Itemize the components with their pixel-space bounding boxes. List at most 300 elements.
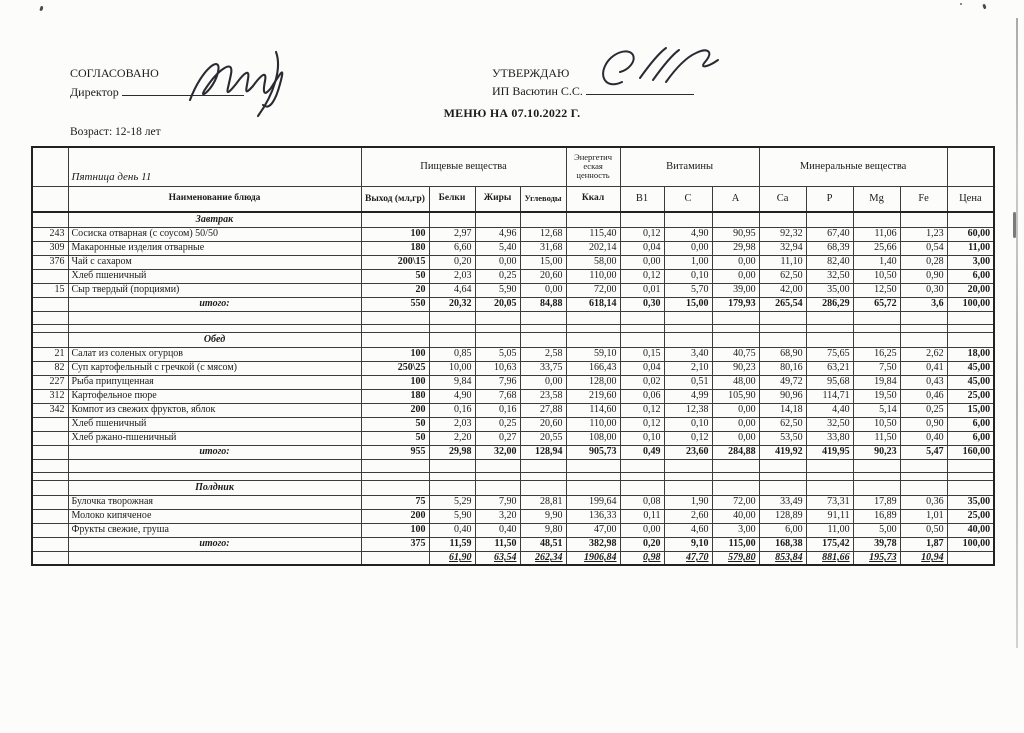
dish-value-cell: 9,80 [520, 523, 566, 537]
table-cell [429, 311, 475, 324]
table-cell [759, 459, 806, 472]
total-value-cell: 115,00 [712, 537, 759, 551]
total-value-cell: 65,72 [853, 297, 900, 311]
dish-output-cell: 100 [361, 227, 429, 241]
table-cell [520, 311, 566, 324]
dish-value-cell: 14,18 [759, 403, 806, 417]
dish-output-cell: 180 [361, 389, 429, 403]
dish-name-cell: Суп картофельный с гречкой (с мясом) [68, 361, 361, 375]
table-cell [853, 472, 900, 480]
table-cell [853, 311, 900, 324]
section-total-label: итого: [68, 445, 361, 459]
dish-value-cell: 0,16 [429, 403, 475, 417]
dish-value-cell: 9,90 [520, 509, 566, 523]
dish-value-cell: 10,50 [853, 417, 900, 431]
dish-value-cell: 33,75 [520, 361, 566, 375]
dish-value-cell: 11,50 [853, 431, 900, 445]
total-value-cell: 0,30 [620, 297, 664, 311]
dish-value-cell: 0,30 [900, 283, 947, 297]
dish-value-cell: 0,10 [664, 269, 712, 283]
dish-value-cell: 11,10 [759, 255, 806, 269]
dish-value-cell: 0,10 [620, 431, 664, 445]
dish-output-cell: 200\15 [361, 255, 429, 269]
dish-value-cell: 4,60 [664, 523, 712, 537]
table-cell [759, 311, 806, 324]
approver-name: ИП Васютин С.С. [492, 84, 583, 98]
dish-price-cell: 60,00 [947, 227, 994, 241]
dish-value-cell: 0,40 [900, 431, 947, 445]
table-cell [68, 324, 361, 332]
total-value-cell: 382,98 [566, 537, 620, 551]
table-cell [620, 332, 664, 347]
dish-output-cell: 100 [361, 347, 429, 361]
table-cell [475, 459, 520, 472]
dish-code-cell: 312 [32, 389, 68, 403]
total-value-cell: 175,42 [806, 537, 853, 551]
table-cell [947, 311, 994, 324]
dish-value-cell: 0,10 [664, 417, 712, 431]
table-cell [664, 480, 712, 495]
grand-total-value-cell: 10,94 [900, 551, 947, 565]
column-header-a: A [712, 186, 759, 212]
dish-value-cell: 2,03 [429, 269, 475, 283]
dish-value-cell: 19,50 [853, 389, 900, 403]
column-header-c: C [664, 186, 712, 212]
dish-value-cell: 7,96 [475, 375, 520, 389]
dish-row [32, 523, 994, 537]
dish-row [32, 403, 994, 417]
table-cell [429, 459, 475, 472]
total-value-cell: 168,38 [759, 537, 806, 551]
dish-name-cell: Фрукты свежие, груша [68, 523, 361, 537]
grand-total-value-cell: 61,90 [429, 551, 475, 565]
ink-speck [982, 4, 987, 10]
scan-edge-artifact [1013, 212, 1016, 238]
table-cell [853, 459, 900, 472]
grand-total-value-cell: 853,84 [759, 551, 806, 565]
table-cell [620, 324, 664, 332]
dish-value-cell: 1,40 [853, 255, 900, 269]
dish-price-cell: 45,00 [947, 375, 994, 389]
dish-name-cell: Булочка творожная [68, 495, 361, 509]
table-cell [520, 459, 566, 472]
dish-value-cell: 128,89 [759, 509, 806, 523]
dish-value-cell: 0,00 [712, 431, 759, 445]
table-cell [620, 480, 664, 495]
total-value-cell: 286,29 [806, 297, 853, 311]
dish-value-cell: 91,11 [806, 509, 853, 523]
section-title: Обед [68, 332, 361, 347]
table-cell [947, 212, 994, 227]
dish-code-cell: 376 [32, 255, 68, 269]
dish-value-cell: 28,81 [520, 495, 566, 509]
dish-output-cell: 50 [361, 431, 429, 445]
table-cell [806, 212, 853, 227]
table-cell [900, 472, 947, 480]
dish-row [32, 347, 994, 361]
table-cell [712, 459, 759, 472]
dish-value-cell: 0,00 [620, 523, 664, 537]
table-cell [429, 324, 475, 332]
grand-total-value-cell: 0,98 [620, 551, 664, 565]
table-cell [566, 480, 620, 495]
column-header-price: Цена [947, 186, 994, 212]
table-cell [32, 297, 68, 311]
table-cell [361, 459, 429, 472]
total-value-cell: 90,23 [853, 445, 900, 459]
dish-name-cell: Молоко кипяченое [68, 509, 361, 523]
table-cell [806, 332, 853, 347]
dish-value-cell: 32,94 [759, 241, 806, 255]
total-value-cell: 20,05 [475, 297, 520, 311]
dish-value-cell: 0,06 [620, 389, 664, 403]
grand-total-value-cell: 579,80 [712, 551, 759, 565]
dish-value-cell: 110,00 [566, 417, 620, 431]
dish-value-cell: 2,58 [520, 347, 566, 361]
total-value-cell: 128,94 [520, 445, 566, 459]
approver-signature [592, 42, 752, 100]
dish-output-cell: 75 [361, 495, 429, 509]
table-cell [664, 311, 712, 324]
dish-value-cell: 0,00 [620, 255, 664, 269]
total-price-cell: 160,00 [947, 445, 994, 459]
dish-value-cell: 0,36 [900, 495, 947, 509]
table-cell [900, 332, 947, 347]
dish-price-cell: 6,00 [947, 417, 994, 431]
dish-output-cell: 100 [361, 523, 429, 537]
table-cell [429, 212, 475, 227]
dish-name-cell: Хлеб ржано-пшеничный [68, 431, 361, 445]
dish-value-cell: 10,63 [475, 361, 520, 375]
dish-code-cell: 309 [32, 241, 68, 255]
total-value-cell: 84,88 [520, 297, 566, 311]
dish-value-cell: 136,33 [566, 509, 620, 523]
dish-value-cell: 32,50 [806, 417, 853, 431]
grand-total-value-cell: 1906,84 [566, 551, 620, 565]
dish-row [32, 241, 994, 255]
dish-value-cell: 48,00 [712, 375, 759, 389]
group-header-vitamins: Витамины [620, 147, 759, 186]
dish-value-cell: 95,68 [806, 375, 853, 389]
menu-table [31, 146, 995, 566]
dish-value-cell: 35,00 [806, 283, 853, 297]
total-price-cell: 100,00 [947, 297, 994, 311]
dish-value-cell: 42,00 [759, 283, 806, 297]
dish-value-cell: 0,00 [712, 269, 759, 283]
dish-value-cell: 82,40 [806, 255, 853, 269]
dish-value-cell: 108,00 [566, 431, 620, 445]
dish-value-cell: 5,40 [475, 241, 520, 255]
table-cell [712, 324, 759, 332]
table-cell [32, 324, 68, 332]
dish-value-cell: 23,58 [520, 389, 566, 403]
dish-value-cell: 25,66 [853, 241, 900, 255]
table-cell [475, 324, 520, 332]
dish-value-cell: 0,00 [712, 403, 759, 417]
dish-price-cell: 40,00 [947, 523, 994, 537]
total-value-cell: 618,14 [566, 297, 620, 311]
total-value-cell: 5,47 [900, 445, 947, 459]
table-cell [32, 472, 68, 480]
dish-value-cell: 4,90 [429, 389, 475, 403]
dish-value-cell: 0,12 [620, 269, 664, 283]
table-cell [759, 472, 806, 480]
dish-row [32, 417, 994, 431]
dish-value-cell: 31,68 [520, 241, 566, 255]
section-total-label: итого: [68, 297, 361, 311]
dish-value-cell: 12,50 [853, 283, 900, 297]
dish-row [32, 375, 994, 389]
dish-value-cell: 0,40 [475, 523, 520, 537]
column-header-p: P [806, 186, 853, 212]
dish-value-cell: 219,60 [566, 389, 620, 403]
dish-row [32, 269, 994, 283]
section-total-row [32, 537, 994, 551]
table-cell [759, 332, 806, 347]
section-total-row [32, 297, 994, 311]
dish-value-cell: 11,00 [806, 523, 853, 537]
dish-value-cell: 0,00 [664, 241, 712, 255]
dish-row [32, 361, 994, 375]
table-cell [664, 212, 712, 227]
dish-value-cell: 0,20 [429, 255, 475, 269]
total-value-cell: 265,54 [759, 297, 806, 311]
table-cell [475, 212, 520, 227]
dish-value-cell: 59,10 [566, 347, 620, 361]
dish-value-cell: 0,00 [520, 375, 566, 389]
dish-value-cell: 6,00 [759, 523, 806, 537]
table-cell [566, 472, 620, 480]
dish-value-cell: 58,00 [566, 255, 620, 269]
table-cell [361, 480, 429, 495]
total-output-cell: 955 [361, 445, 429, 459]
table-cell [32, 445, 68, 459]
dish-value-cell: 9,84 [429, 375, 475, 389]
table-cell [520, 332, 566, 347]
total-output-cell: 550 [361, 297, 429, 311]
dish-value-cell: 199,64 [566, 495, 620, 509]
table-cell [712, 311, 759, 324]
column-header-mg: Mg [853, 186, 900, 212]
dish-value-cell: 0,51 [664, 375, 712, 389]
table-cell [32, 147, 68, 186]
dish-code-cell: 82 [32, 361, 68, 375]
column-header-carbs: Углеводы [520, 186, 566, 212]
dish-value-cell: 80,16 [759, 361, 806, 375]
table-cell [68, 459, 361, 472]
table-cell [32, 551, 68, 565]
dish-value-cell: 0,00 [475, 255, 520, 269]
dish-value-cell: 5,70 [664, 283, 712, 297]
table-cell [32, 480, 68, 495]
table-cell [947, 472, 994, 480]
dish-price-cell: 6,00 [947, 431, 994, 445]
dish-output-cell: 20 [361, 283, 429, 297]
column-header-kcal: Ккал [566, 186, 620, 212]
dish-output-cell: 180 [361, 241, 429, 255]
table-cell [620, 212, 664, 227]
table-cell [566, 212, 620, 227]
dish-value-cell: 202,14 [566, 241, 620, 255]
total-value-cell: 32,00 [475, 445, 520, 459]
ink-speck [960, 3, 962, 5]
dish-output-cell: 100 [361, 375, 429, 389]
dish-value-cell: 5,29 [429, 495, 475, 509]
table-cell [806, 324, 853, 332]
dish-value-cell: 1,90 [664, 495, 712, 509]
dish-value-cell: 0,11 [620, 509, 664, 523]
total-value-cell: 419,95 [806, 445, 853, 459]
table-cell [32, 332, 68, 347]
dish-code-cell: 227 [32, 375, 68, 389]
dish-value-cell: 39,00 [712, 283, 759, 297]
dish-price-cell: 20,00 [947, 283, 994, 297]
dish-name-cell: Чай с сахаром [68, 255, 361, 269]
dish-value-cell: 0,12 [664, 431, 712, 445]
table-cell [806, 472, 853, 480]
dish-value-cell: 2,20 [429, 431, 475, 445]
dish-value-cell: 0,12 [620, 417, 664, 431]
dish-value-cell: 2,10 [664, 361, 712, 375]
section-header-row [32, 212, 994, 227]
dish-value-cell: 5,05 [475, 347, 520, 361]
table-cell [361, 472, 429, 480]
dish-value-cell: 4,64 [429, 283, 475, 297]
dish-value-cell: 1,01 [900, 509, 947, 523]
total-value-cell: 29,98 [429, 445, 475, 459]
column-header-protein: Белки [429, 186, 475, 212]
dish-code-cell [32, 431, 68, 445]
table-cell [429, 332, 475, 347]
dish-value-cell: 0,08 [620, 495, 664, 509]
dish-value-cell: 16,89 [853, 509, 900, 523]
dish-value-cell: 0,25 [900, 403, 947, 417]
dish-value-cell: 72,00 [566, 283, 620, 297]
section-title: Завтрак [68, 212, 361, 227]
table-cell [475, 480, 520, 495]
dish-value-cell: 33,80 [806, 431, 853, 445]
dish-row [32, 509, 994, 523]
dish-value-cell: 0,43 [900, 375, 947, 389]
dish-value-cell: 12,68 [520, 227, 566, 241]
dish-value-cell: 0,54 [900, 241, 947, 255]
total-value-cell: 20,32 [429, 297, 475, 311]
dish-value-cell: 4,99 [664, 389, 712, 403]
dish-row [32, 431, 994, 445]
column-header-dish: Наименование блюда [68, 186, 361, 212]
dish-price-cell: 25,00 [947, 389, 994, 403]
table-cell [853, 480, 900, 495]
table-cell [853, 324, 900, 332]
table-group-header-row [32, 147, 994, 186]
blank-row [32, 472, 994, 480]
total-value-cell: 11,50 [475, 537, 520, 551]
section-title: Полдник [68, 480, 361, 495]
group-header-energy: Энергетич еская ценность [566, 147, 620, 186]
table-cell [475, 311, 520, 324]
table-cell [806, 311, 853, 324]
total-value-cell: 1,87 [900, 537, 947, 551]
dish-value-cell: 2,62 [900, 347, 947, 361]
table-cell [947, 324, 994, 332]
dish-value-cell: 15,00 [520, 255, 566, 269]
grand-total-value-cell: 47,70 [664, 551, 712, 565]
dish-value-cell: 90,96 [759, 389, 806, 403]
dish-value-cell: 40,75 [712, 347, 759, 361]
table-cell [759, 480, 806, 495]
dish-name-cell: Картофельное пюре [68, 389, 361, 403]
table-cell [361, 324, 429, 332]
dish-value-cell: 0,46 [900, 389, 947, 403]
table-cell [32, 212, 68, 227]
table-cell [947, 147, 994, 186]
table-cell [806, 459, 853, 472]
dish-value-cell: 1,00 [664, 255, 712, 269]
grand-total-row [32, 551, 994, 565]
dish-value-cell: 7,68 [475, 389, 520, 403]
dish-name-cell: Хлеб пшеничный [68, 417, 361, 431]
table-cell [566, 311, 620, 324]
dish-value-cell: 0,41 [900, 361, 947, 375]
dish-value-cell: 2,60 [664, 509, 712, 523]
dish-code-cell: 15 [32, 283, 68, 297]
dish-value-cell: 5,14 [853, 403, 900, 417]
dish-value-cell: 4,90 [664, 227, 712, 241]
total-value-cell: 39,78 [853, 537, 900, 551]
table-cell [520, 212, 566, 227]
table-cell [806, 480, 853, 495]
dish-value-cell: 72,00 [712, 495, 759, 509]
dish-value-cell: 0,50 [900, 523, 947, 537]
grand-total-value-cell: 195,73 [853, 551, 900, 565]
dish-value-cell: 53,50 [759, 431, 806, 445]
table-cell [900, 459, 947, 472]
dish-value-cell: 49,72 [759, 375, 806, 389]
table-cell [520, 480, 566, 495]
dish-price-cell: 6,00 [947, 269, 994, 283]
grand-total-value-cell: 262,34 [520, 551, 566, 565]
dish-name-cell: Компот из свежих фруктов, яблок [68, 403, 361, 417]
dish-value-cell: 166,43 [566, 361, 620, 375]
dish-value-cell: 0,12 [620, 227, 664, 241]
dish-output-cell: 200 [361, 509, 429, 523]
dish-code-cell: 342 [32, 403, 68, 417]
table-cell [68, 551, 361, 565]
dish-value-cell: 114,71 [806, 389, 853, 403]
blank-row [32, 324, 994, 332]
total-price-cell: 100,00 [947, 537, 994, 551]
approval-label: УТВЕРЖДАЮ [492, 66, 570, 80]
dish-value-cell: 12,38 [664, 403, 712, 417]
dish-value-cell: 5,90 [429, 509, 475, 523]
table-cell [32, 311, 68, 324]
dish-value-cell: 19,84 [853, 375, 900, 389]
table-cell [900, 480, 947, 495]
dish-value-cell: 0,00 [712, 255, 759, 269]
dish-value-cell: 0,90 [900, 417, 947, 431]
director-label: Директор [70, 84, 119, 99]
dish-row [32, 283, 994, 297]
dish-price-cell: 3,00 [947, 255, 994, 269]
dish-output-cell: 50 [361, 269, 429, 283]
total-value-cell: 11,59 [429, 537, 475, 551]
table-cell [664, 472, 712, 480]
table-cell [361, 311, 429, 324]
dish-name-cell: Сосиска отварная (с соусом) 50/50 [68, 227, 361, 241]
total-value-cell: 179,93 [712, 297, 759, 311]
dish-value-cell: 0,00 [520, 283, 566, 297]
dish-value-cell: 11,06 [853, 227, 900, 241]
